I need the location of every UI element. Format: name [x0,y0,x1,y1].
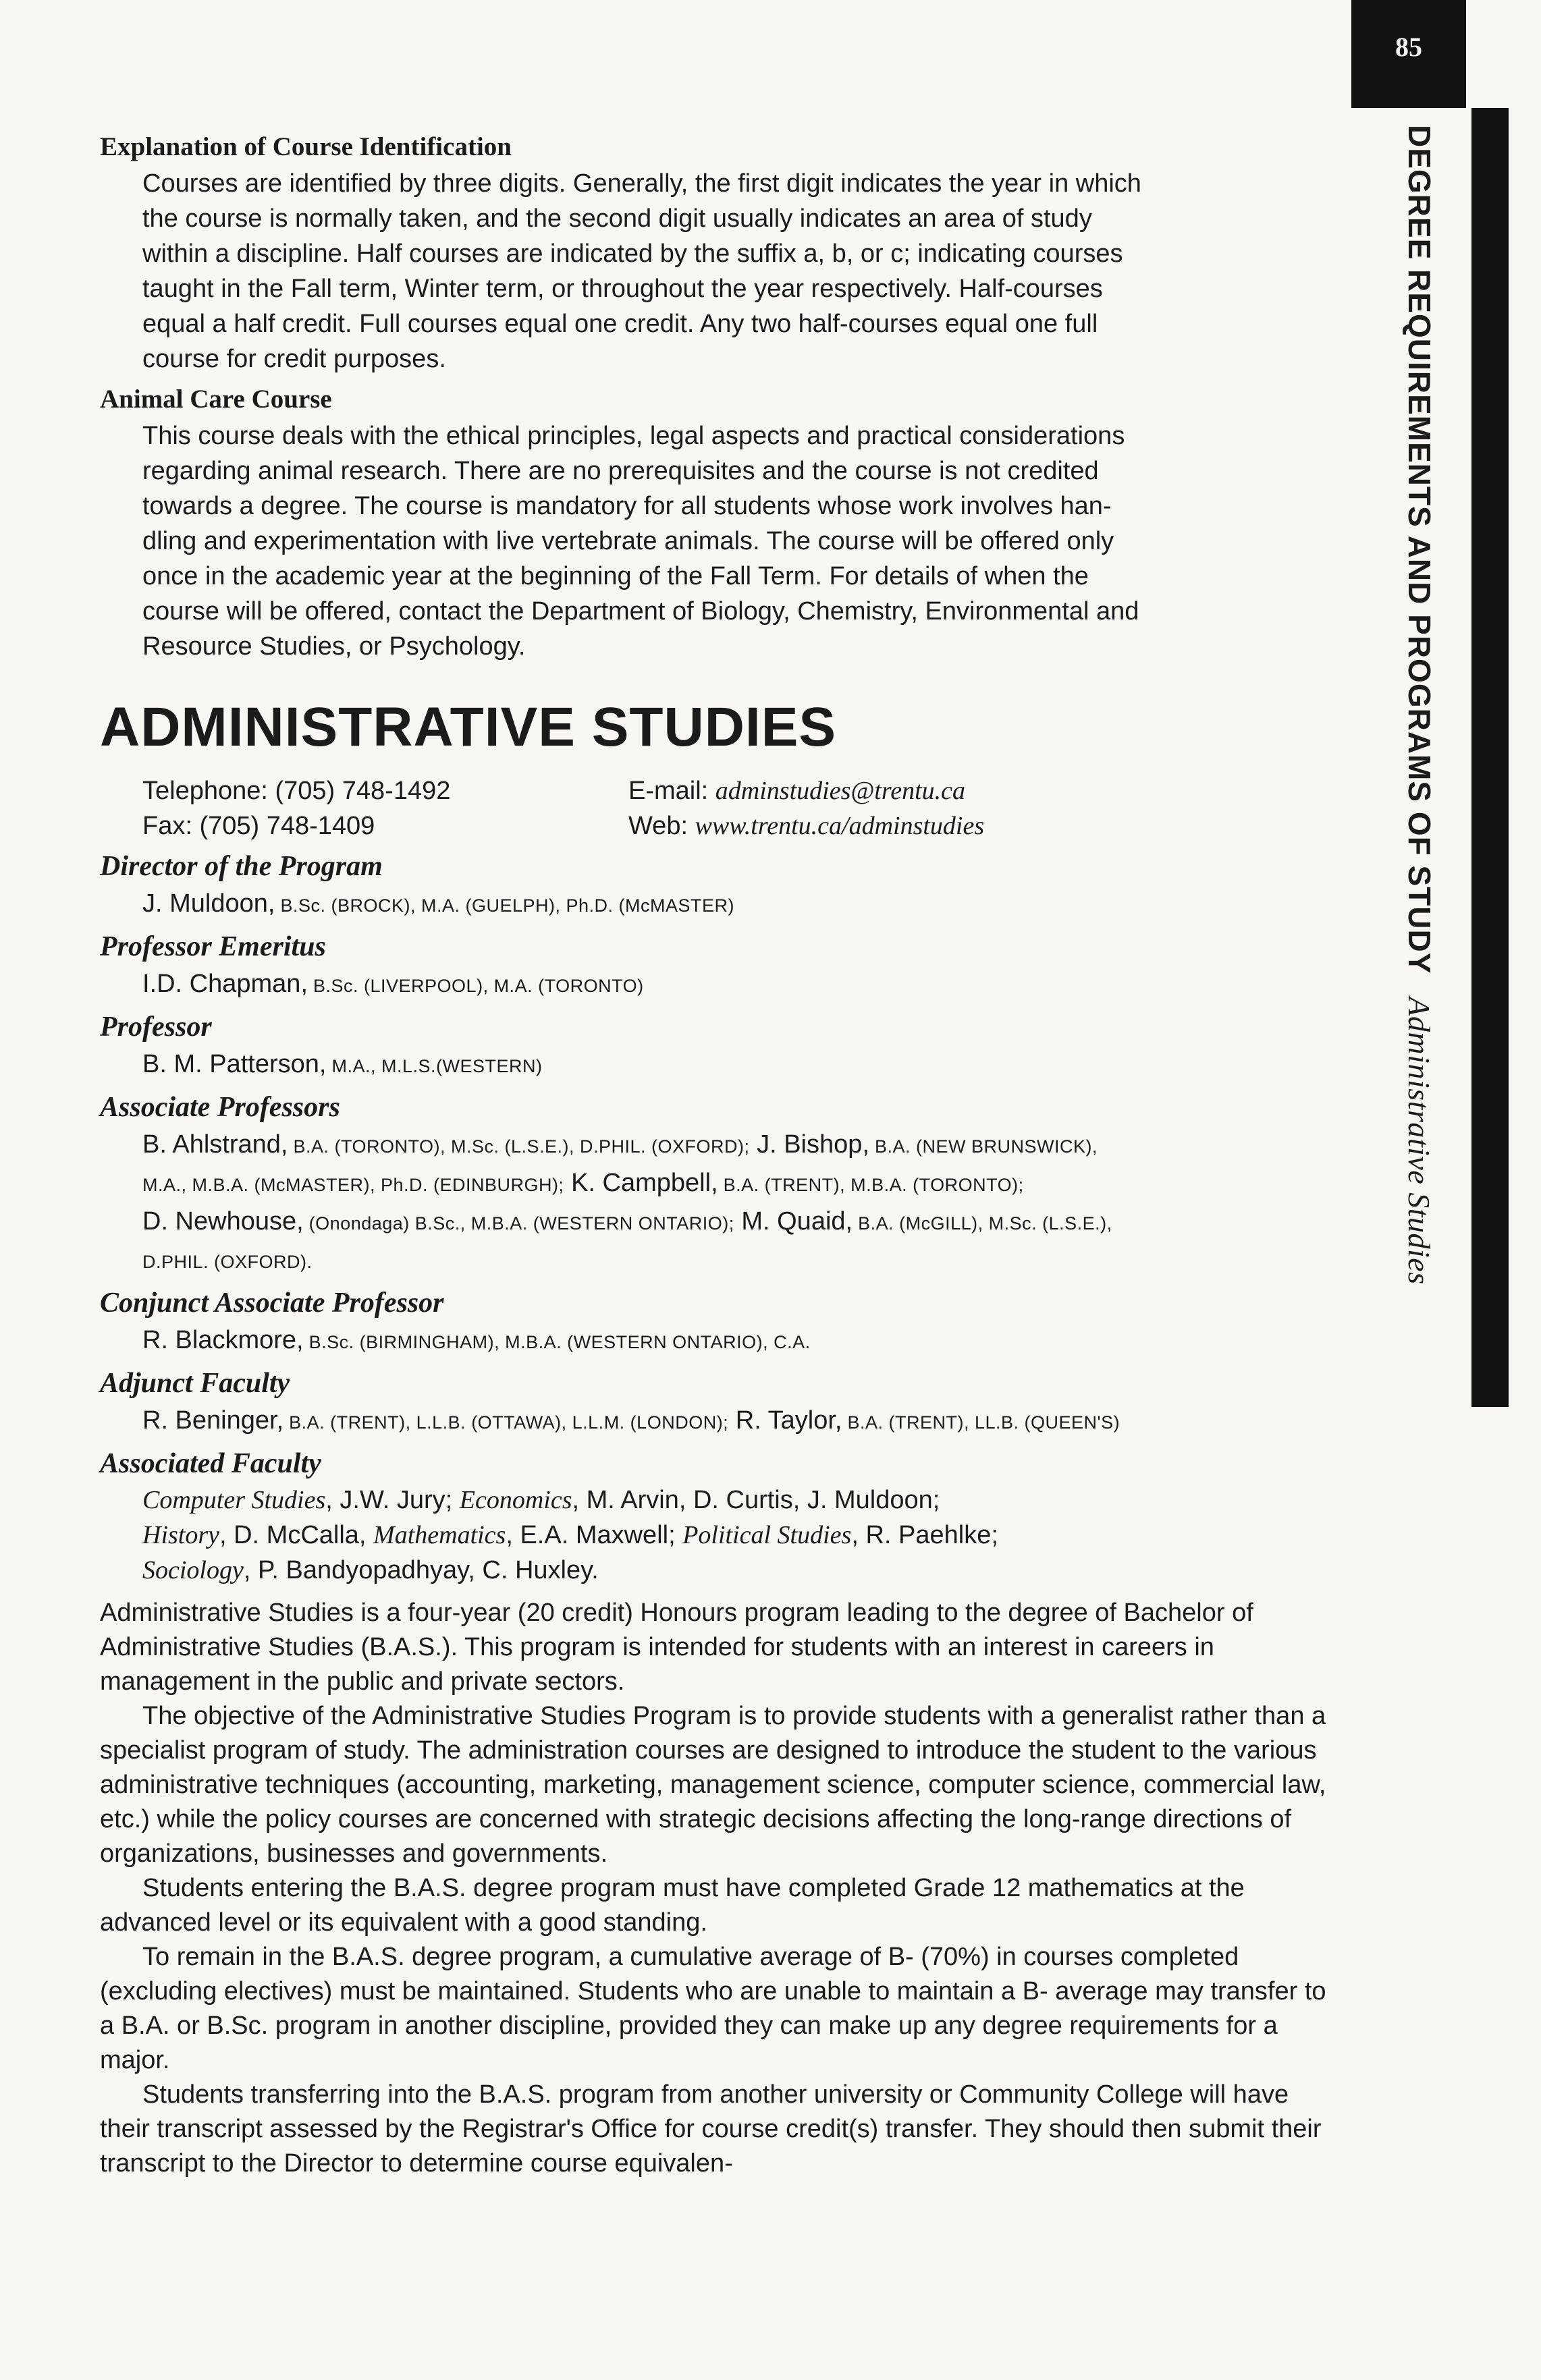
text-line: within a discipline. Half courses are indicated by the suffix a, b, or c; indicating courses [142,240,1123,268]
text-line: course will be offered, contact the Department of Biology, Chemistry, Environmental and [142,597,1139,626]
text-line: towards a degree. The course is mandatory for all students whose work involves han- [142,492,1112,520]
discipline: Sociology [142,1556,244,1584]
animal-care-text [142,418,1335,664]
person-name: B. Ahlstrand, [142,1130,288,1159]
credentials: M.A., M.B.A. (McMASTER), Ph.D. (EDINBURGH); [142,1175,564,1195]
credentials: B.A. (TRENT), M.B.A. (TORONTO); [718,1175,1024,1195]
credentials: B.A. (TORONTO), M.Sc. (L.S.E.), D.PHIL. (OXFORD); [288,1136,750,1157]
credentials: M.A., M.L.S.(WESTERN) [326,1056,543,1076]
associated-entries [142,1483,1335,1588]
person-name: J. Muldoon, [142,889,275,918]
associated-role: Associated Faculty [100,1448,321,1479]
credentials: D.PHIL. (OXFORD). [142,1252,313,1272]
text-line: once in the academic year at the beginning of the Fall Term. For details of when the [142,562,1089,590]
paragraph: Administrative Studies is a four-year (20 credit) Honours program leading to the degree of Bachelor of Administrative Studies (B.A.S.). This program is intended for students with an interest in careers in management in the public and private sectors. [100,1599,1253,1696]
paragraph: Students transferring into the B.A.S. program from another university or Community College will have their transcript assessed by the Registrar's Office for course credit(s) transfer. They should then submit their transcript to the Director to determine course equivalen- [100,2080,1322,2178]
adjunct-role: Adjunct Faculty [100,1368,290,1399]
associate-line [142,1203,1335,1242]
person-name: K. Campbell, [564,1169,718,1197]
discipline: Political Studies [682,1521,852,1549]
text-line: course for credit purposes. [142,345,446,373]
faculty-names: , M. Arvin, D. Curtis, J. Muldoon; [572,1486,940,1514]
person-name: I.D. Chapman, [142,970,308,998]
credentials: B.Sc. (BROCK), M.A. (GUELPH), Ph.D. (McMASTER) [275,895,735,916]
credentials: B.Sc. (LIVERPOOL), M.A. (TORONTO) [308,976,644,996]
text-line: Resource Studies, or Psychology. [142,632,526,661]
person-name: B. M. Patterson, [142,1050,327,1078]
director-entry [142,885,1335,924]
discipline: Computer Studies [142,1486,326,1514]
credentials: (Onondaga) B.Sc., M.B.A. (WESTERN ONTARIO); [303,1213,734,1234]
faculty-names: , P. Bandyopadhyay, C. Huxley. [243,1556,599,1584]
person-name: D. Newhouse, [142,1207,304,1236]
text-line: dling and experimentation with live vertebrate animals. The course will be offered only [142,527,1114,555]
discipline: History [142,1521,219,1549]
adjunct-entry [142,1402,1335,1441]
side-title-sub: Administrative Studies [1402,997,1436,1285]
explanation-heading: Explanation of Course Identification [100,132,512,161]
associate-entries [142,1126,1335,1280]
side-tab-bar [1471,108,1509,1407]
person-name: R. Beninger, [142,1406,284,1435]
person-name: M. Quaid, [734,1207,853,1236]
paragraph: The objective of the Administrative Studies Program is to provide students with a generalist rather than a specialist program of study. The administration courses are designed to introduce the student to the various administrative techniques (accounting, marketing, management science, computer science, commercial law, etc.) while the policy courses are concerned with strategic decisions affecting the long-range directions of organizations, businesses and governments. [100,1702,1326,1868]
credentials: B.A. (NEW BRUNSWICK), [869,1136,1098,1157]
professor-role: Professor [100,1012,212,1043]
program-description [100,1596,1335,2181]
credentials: B.A. (TRENT), L.L.B. (OTTAWA), L.L.M. (LONDON); [283,1412,729,1433]
email [628,773,1303,808]
associate-role: Associate Professors [100,1092,340,1123]
explanation-text [142,166,1335,377]
associated-line [142,1553,1335,1588]
page-number: 85 [1395,32,1422,62]
email-address[interactable]: adminstudies@trentu.ca [715,777,966,805]
text-line: taught in the Fall term, Winter term, or throughout the year respectively. Half-courses [142,275,1103,303]
faculty-names: , J.W. Jury; [325,1486,460,1514]
text-column [100,130,1335,2181]
person-name: R. Blackmore, [142,1326,304,1354]
person-name: R. Taylor, [728,1406,842,1435]
text-line: Courses are identified by three digits. Generally, the first digit indicates the year in which [142,169,1141,198]
faculty-names: , R. Paehlke; [851,1521,998,1549]
text-line: equal a half credit. Full courses equal one credit. Any two half-courses equal one full [142,310,1098,338]
emeritus-role: Professor Emeritus [100,931,326,962]
side-running-title [1374,125,1449,1447]
side-title-main: DEGREE REQUIREMENTS AND PROGRAMS OF STUDY [1402,125,1437,974]
associate-line [142,1126,1335,1165]
text-line: the course is normally taken, and the second digit usually indicates an area of study [142,204,1092,233]
associated-line [142,1518,1335,1553]
credentials: B.Sc. (BIRMINGHAM), M.B.A. (WESTERN ONTARIO), C.A. [303,1332,811,1352]
conjunct-role: Conjunct Associate Professor [100,1288,444,1319]
text-line: This course deals with the ethical principles, legal aspects and practical considerations [142,422,1125,450]
paragraph: Students entering the B.A.S. degree program must have completed Grade 12 mathematics at the advanced level or its equivalent with a good standing. [100,1874,1245,1937]
fax: Fax: (705) 748-1409 [142,812,375,840]
telephone: Telephone: (705) 748-1492 [142,777,451,805]
conjunct-entry [142,1322,1335,1360]
credentials: B.A. (TRENT), LL.B. (QUEEN'S) [842,1412,1120,1433]
contact-block [142,773,1335,843]
faculty-names: , D. McCalla, [219,1521,374,1549]
web-label: Web: [628,812,695,840]
professor-entry [142,1046,1335,1084]
discipline: Economics [459,1486,572,1514]
web [628,808,1303,843]
text-line: regarding animal research. There are no prerequisites and the course is not credited [142,457,1099,485]
emeritus-entry [142,966,1335,1004]
page-number-tab [1351,0,1466,108]
associate-line [142,1242,1335,1280]
email-label: E-mail: [628,777,715,805]
credentials: B.A. (McGILL), M.Sc. (L.S.E.), [853,1213,1112,1234]
person-name: J. Bishop, [749,1130,869,1159]
department-title: ADMINISTRATIVE STUDIES [100,696,837,758]
animal-care-heading: Animal Care Course [100,385,332,414]
associated-line [142,1483,1335,1518]
associate-line [142,1165,1335,1203]
director-role: Director of the Program [100,851,383,882]
faculty-names: , E.A. Maxwell; [506,1521,683,1549]
discipline: Mathematics [373,1521,506,1549]
paragraph: To remain in the B.A.S. degree program, a cumulative average of B- (70%) in courses completed (excluding electives) must be maintained. Students who are unable to maintain a B- average may transfer to a B.A. or B.Sc. program in another discipline, provided they can make up any degree requirements for a major. [100,1943,1326,2074]
web-address[interactable]: www.trentu.ca/adminstudies [695,812,985,840]
